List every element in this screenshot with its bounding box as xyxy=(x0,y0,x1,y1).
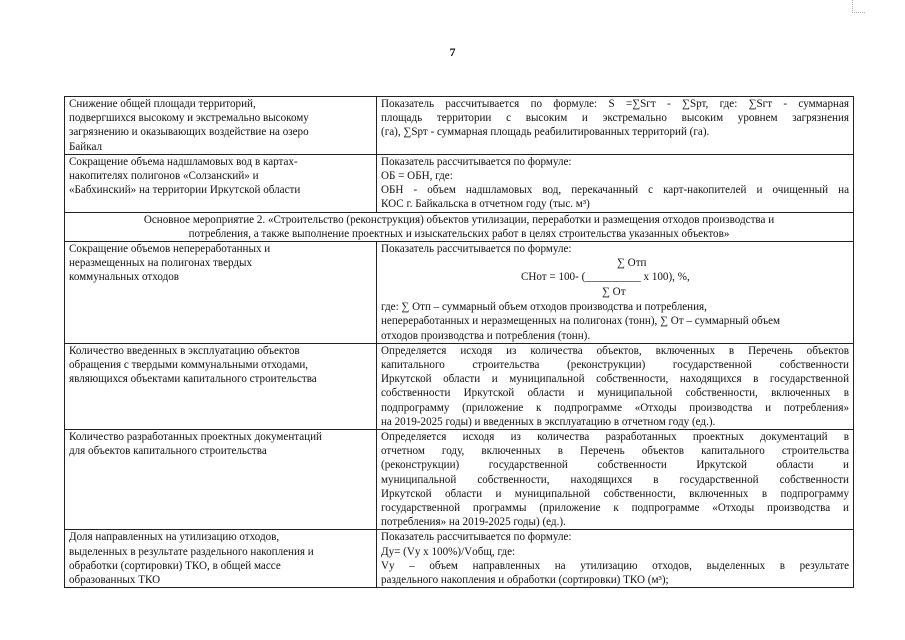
section-header-cell xyxy=(65,212,854,241)
calculation-method-cell xyxy=(377,97,854,155)
text-line: раздельного накопления и обработки (сортировки) ТКО (м³); xyxy=(381,574,669,587)
formula-denominator: ∑ От xyxy=(602,286,626,299)
text-line: Байкал xyxy=(69,140,103,153)
indicator-name-cell xyxy=(65,430,377,530)
indicator-name-cell xyxy=(65,530,377,588)
section-header-line: потребления, а также выполнение проектных и изыскательских работ в целях строительства указанных объектов» xyxy=(188,227,730,240)
text-line: накопителях полигонов «Солзанский» и xyxy=(69,170,259,183)
text-line: Ду= (Vу х 100%)/Vобщ, где: xyxy=(381,545,516,558)
text-line: Снижение общей площади территорий, xyxy=(69,98,256,110)
indicator-name-cell xyxy=(65,343,377,429)
calculation-method-cell xyxy=(377,242,854,344)
text-line: Иркутской области и муниципальной собственности, включенных в подпрограмму xyxy=(381,487,849,500)
text-line: загрязнению и оказывающих воздействие на озеро xyxy=(69,126,309,139)
text-line: Показатель рассчитывается по формуле: xyxy=(381,155,572,168)
calculation-method-cell xyxy=(377,430,854,530)
text-line: капитального строительства (реконструкции) государственной собственности xyxy=(381,359,849,372)
text-line: потребления» на 2019-2025 годы) (ед.). xyxy=(381,516,566,529)
calculation-method-cell xyxy=(377,343,854,429)
text-line: ОБ = ОБН, где: xyxy=(381,170,453,183)
text-line: (га), ∑Sрт - суммарная площадь реабилитированных территорий (га). xyxy=(381,126,710,139)
text-line: обращения с твердыми коммунальными отходами, xyxy=(69,359,309,372)
formula xyxy=(381,256,849,300)
indicator-name-cell xyxy=(65,242,377,344)
text-line: ОБН - объем надшламовых вод, перекачанный с карт-накопителей и очищенный на xyxy=(381,184,849,197)
text-line: государственной программы (приложение к подпрограмме «Отходы производства и xyxy=(381,502,849,515)
section-header-line: Основное мероприятие 2. «Строительство (реконструкция) объектов утилизации, переработки и размещения отходов производства и xyxy=(143,213,775,226)
table-row xyxy=(65,242,854,344)
text-line: Иркутской области и муниципальной собственности, находящихся в государственной xyxy=(381,373,849,386)
text-line: Количество введенных в эксплуатацию объектов xyxy=(69,344,300,357)
text-line: Показатель рассчитывается по формуле: xyxy=(381,243,572,256)
text-line: обработки (сортировки) ТКО, в общей массе xyxy=(69,559,281,572)
text-line: для объектов капитального строительства xyxy=(69,445,267,458)
text-line: подвергшихся высокому и экстремально высокому xyxy=(69,112,309,125)
table-row xyxy=(65,97,854,155)
table-row xyxy=(65,343,854,429)
text-line: коммунальных отходов xyxy=(69,271,180,284)
text-line: собственности Иркутской области и муниципальной собственности, включенных в xyxy=(381,387,849,400)
formula-main: СНот = 100- (__________ x 100), %, xyxy=(521,271,690,284)
text-line: Определяется исходя из количества разработанных проектных документаций в xyxy=(381,431,849,444)
text-line: (реконструкции) государственной собственности Иркутской области и xyxy=(381,459,849,472)
text-line: КОС г. Байкальска в отчетном году (тыс. м³) xyxy=(381,198,590,211)
text-line: на 2019-2025 годы) и введенных в эксплуатацию в отчетном году (ед.). xyxy=(381,415,716,428)
indicator-name-cell xyxy=(65,97,377,155)
indicator-name-cell xyxy=(65,154,377,212)
text-line: подпрограмму (приложение к подпрограмме «Отходы производства и потребления» xyxy=(381,401,849,414)
text-line: «Бабхинский» на территории Иркутской области xyxy=(69,184,301,197)
text-line: Сокращение объема надшламовых вод в картах- xyxy=(69,155,298,168)
text-line: отчетном году, включенных в Перечень объектов капитального строительства xyxy=(381,445,849,458)
text-line: Vу – объем направленных на утилизацию отходов, выделенных в результате xyxy=(381,559,849,572)
text-line: муниципальной собственности, находящихся в государственной собственности xyxy=(381,473,849,486)
indicator-table xyxy=(64,96,854,588)
text-line: Доля направленных на утилизацию отходов, xyxy=(69,531,280,544)
text-line: Показатель рассчитывается по формуле: xyxy=(381,531,572,544)
text-line: выделенных в результате раздельного накопления и xyxy=(69,545,314,558)
text-line: неразмещенных на полигонах твердых xyxy=(69,257,253,270)
text-line: отходов производства и потребления (тонн). xyxy=(381,329,591,342)
text-line: Сокращение объемов непереработанных и xyxy=(69,243,271,256)
text-line: где: ∑ Отп – суммарный объем отходов производства и потребления, xyxy=(381,301,707,314)
text-line: Определяется исходя из количества объектов, включенных в Перечень объектов xyxy=(381,344,849,357)
scan-corner-mark xyxy=(852,0,865,13)
table-row xyxy=(65,430,854,530)
text-line: Показатель рассчитывается по формуле: S =∑Sгт - ∑Sрт, где: ∑Sгт - суммарная xyxy=(381,98,849,110)
text-line: являющихся объектами капитального строительства xyxy=(69,373,317,386)
calculation-method-cell xyxy=(377,530,854,588)
table-row xyxy=(65,530,854,588)
text-line: образованных ТКО xyxy=(69,574,161,587)
table-row xyxy=(65,154,854,212)
page-number: 7 xyxy=(449,45,456,59)
text-line: Количество разработанных проектных документаций xyxy=(69,431,322,444)
formula-numerator: ∑ Отп xyxy=(617,257,647,270)
text-line: непереработанных и неразмещенных на полигонах (тонн), ∑ От – суммарный объем xyxy=(381,315,781,328)
calculation-method-cell xyxy=(377,154,854,212)
text-line: площадь территории с высоким и экстремально высоким уровнем загрязнения xyxy=(381,112,849,125)
section-header-row xyxy=(65,212,854,241)
